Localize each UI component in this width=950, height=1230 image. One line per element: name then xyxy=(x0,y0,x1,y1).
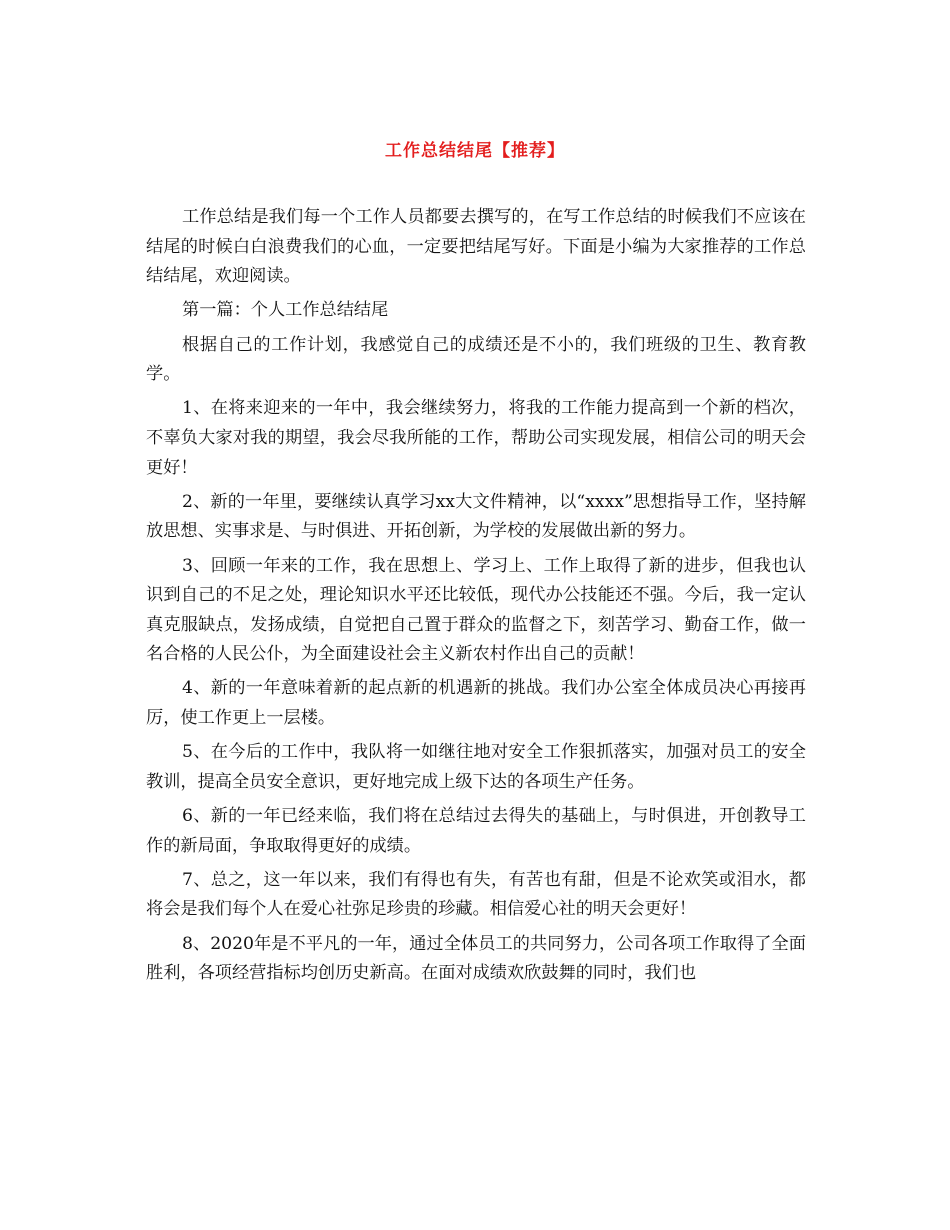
list-item-2: 2、新的一年里，要继续认真学习xx大文件精神，以“xxxx”思想指导工作，坚持解放思想、实事求是、与时俱进、开拓创新，为学校的发展做出新的努力。 xyxy=(146,491,806,542)
list-item-8: 8、2020年是不平凡的一年，通过全体员工的共同努力，公司各项工作取得了全面胜利，各项经营指标均创历史新高。在面对成绩欢欣鼓舞的同时，我们也 xyxy=(146,933,806,984)
document-body xyxy=(146,203,806,993)
intro-paragraph: 工作总结是我们每一个工作人员都要去撰写的，在写工作总结的时候我们不应该在结尾的时候白白浪费我们的心血，一定要把结尾写好。下面是小编为大家推荐的工作总结结尾，欢迎阅读。 xyxy=(146,207,806,287)
list-item-7: 7、总之，这一年以来，我们有得也有失，有苦也有甜，但是不论欢笑或泪水，都将会是我们每个人在爱心社弥足珍贵的珍藏。相信爱心社的明天会更好！ xyxy=(146,869,806,920)
list-item-5: 5、在今后的工作中，我队将一如继往地对安全工作狠抓落实，加强对员工的安全教训，提高全员安全意识，更好地完成上级下达的各项生产任务。 xyxy=(146,742,806,792)
body-paragraph: 根据自己的工作计划，我感觉自己的成绩还是不小的，我们班级的卫生、教育教学。 xyxy=(146,334,806,385)
list-item-3: 3、回顾一年来的工作，我在思想上、学习上、工作上取得了新的进步，但我也认识到自己的不足之处，理论知识水平还比较低，现代办公技能还不强。今后，我一定认真克服缺点，发扬成绩，自觉把自己置于群众的监督之下，刻苦学习、勤奋工作，做一名合格的人民公仆，为全面建设社会主义新农村作出自己的贡献！ xyxy=(146,555,806,665)
list-item-6: 6、新的一年已经来临，我们将在总结过去得失的基础上，与时俱进，开创教导工作的新局面，争取取得更好的成绩。 xyxy=(146,806,806,856)
list-item-1: 1、在将来迎来的一年中，我会继续努力，将我的工作能力提高到一个新的档次，不辜负大家对我的期望，我会尽我所能的工作，帮助公司实现发展，相信公司的明天会更好！ xyxy=(146,398,806,478)
document-title: 工作总结结尾【推荐】 xyxy=(385,141,565,161)
list-item-4: 4、新的一年意味着新的起点新的机遇新的挑战。我们办公室全体成员决心再接再厉，使工作更上一层楼。 xyxy=(146,678,806,729)
section-heading: 第一篇：个人工作总结结尾 xyxy=(182,300,389,321)
